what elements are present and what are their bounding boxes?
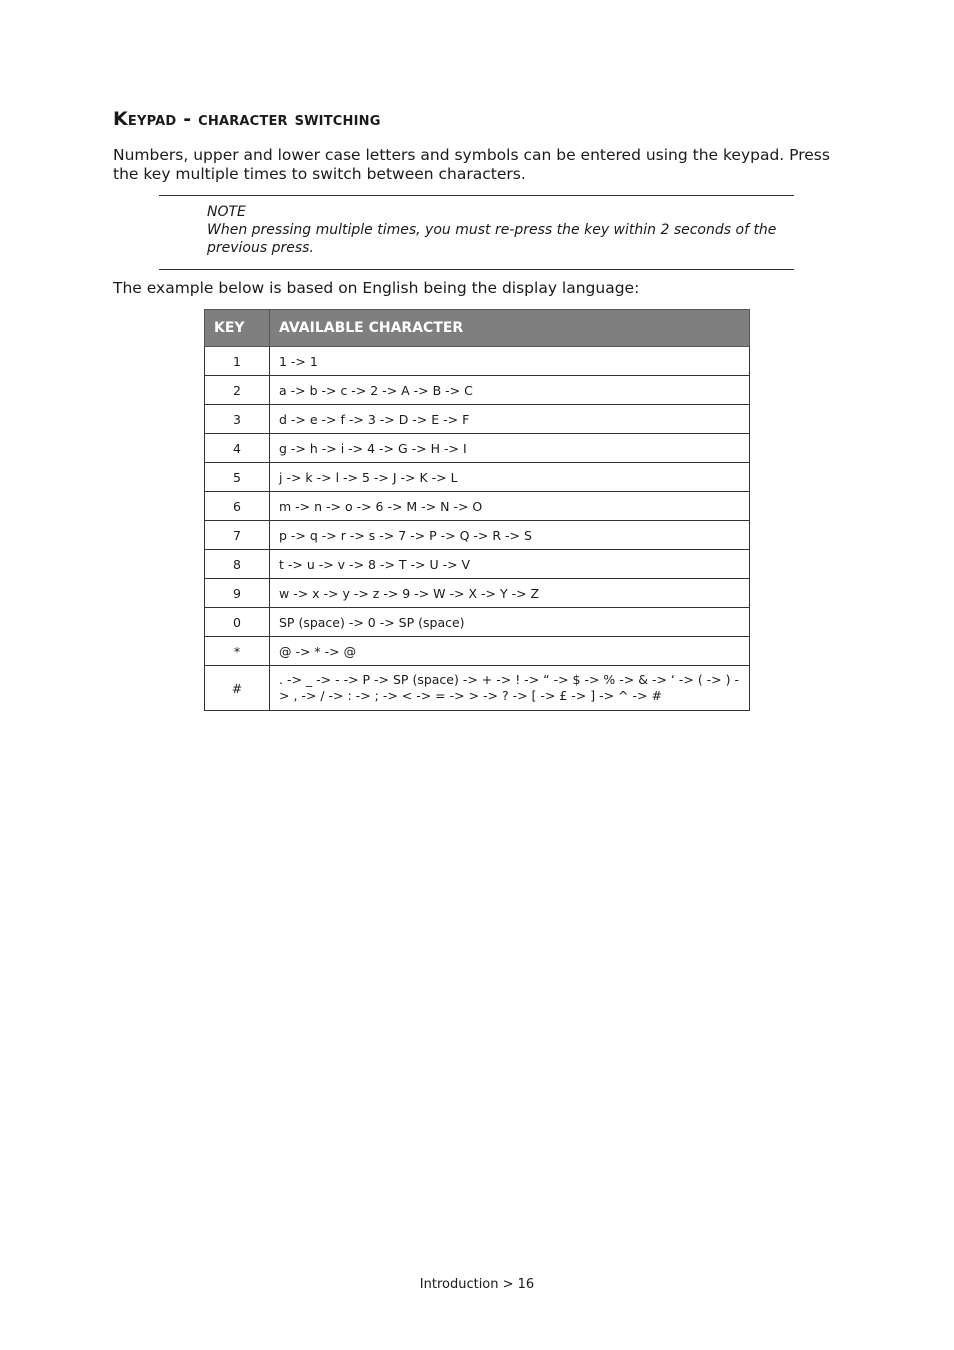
key-cell: 9: [205, 579, 270, 608]
key-cell: 0: [205, 608, 270, 637]
note-box: [159, 195, 794, 270]
key-cell: *: [205, 637, 270, 666]
characters-cell: a -> b -> c -> 2 -> A -> B -> C: [270, 376, 750, 405]
table-row: [205, 405, 750, 434]
key-cell: 3: [205, 405, 270, 434]
characters-cell: SP (space) -> 0 -> SP (space): [270, 608, 750, 637]
key-cell: 7: [205, 521, 270, 550]
characters-cell: t -> u -> v -> 8 -> T -> U -> V: [270, 550, 750, 579]
table-row: [205, 579, 750, 608]
characters-cell: . -> _ -> - -> P -> SP (space) -> + -> ! -> “ -> $ -> % -> & -> ‘ -> ( -> ) -> , -> / -> : -> ; -> < -> = -> > -> ? -> [ -> £ -> ] -> ^ -> #: [270, 666, 750, 711]
characters-cell: w -> x -> y -> z -> 9 -> W -> X -> Y -> Z: [270, 579, 750, 608]
key-cell: 1: [205, 347, 270, 376]
table-row: [205, 550, 750, 579]
characters-cell: g -> h -> i -> 4 -> G -> H -> I: [270, 434, 750, 463]
header-key: KEY: [205, 310, 270, 347]
key-cell: 2: [205, 376, 270, 405]
characters-cell: p -> q -> r -> s -> 7 -> P -> Q -> R -> S: [270, 521, 750, 550]
key-cell: #: [205, 666, 270, 711]
key-cell: 6: [205, 492, 270, 521]
note-title: NOTE: [207, 204, 246, 220]
table-row: [205, 608, 750, 637]
table-row: [205, 521, 750, 550]
table-row: [205, 376, 750, 405]
characters-cell: d -> e -> f -> 3 -> D -> E -> F: [270, 405, 750, 434]
key-cell: 5: [205, 463, 270, 492]
characters-cell: j -> k -> l -> 5 -> J -> K -> L: [270, 463, 750, 492]
key-cell: 4: [205, 434, 270, 463]
table-row: [205, 637, 750, 666]
characters-cell: m -> n -> o -> 6 -> M -> N -> O: [270, 492, 750, 521]
page-footer: Introduction > 16: [419, 1277, 535, 1292]
note-body: When pressing multiple times, you must re-press the key within 2 seconds of the previous press.: [207, 222, 777, 256]
intro-paragraph: Numbers, upper and lower case letters and symbols can be entered using the keypad. Press the key multiple times to switch between characters.: [113, 146, 830, 183]
characters-cell: @ -> * -> @: [270, 637, 750, 666]
table-row: [205, 666, 750, 711]
example-text: The example below is based on English being the display language:: [113, 279, 640, 297]
keypad-table: [204, 309, 750, 711]
table-row: [205, 347, 750, 376]
table-row: [205, 492, 750, 521]
section-heading: Keypad - character switching: [113, 108, 381, 130]
table-header-row: [205, 310, 750, 347]
header-available-character: AVAILABLE CHARACTER: [270, 310, 750, 347]
table-row: [205, 463, 750, 492]
characters-cell: 1 -> 1: [270, 347, 750, 376]
table-row: [205, 434, 750, 463]
key-cell: 8: [205, 550, 270, 579]
